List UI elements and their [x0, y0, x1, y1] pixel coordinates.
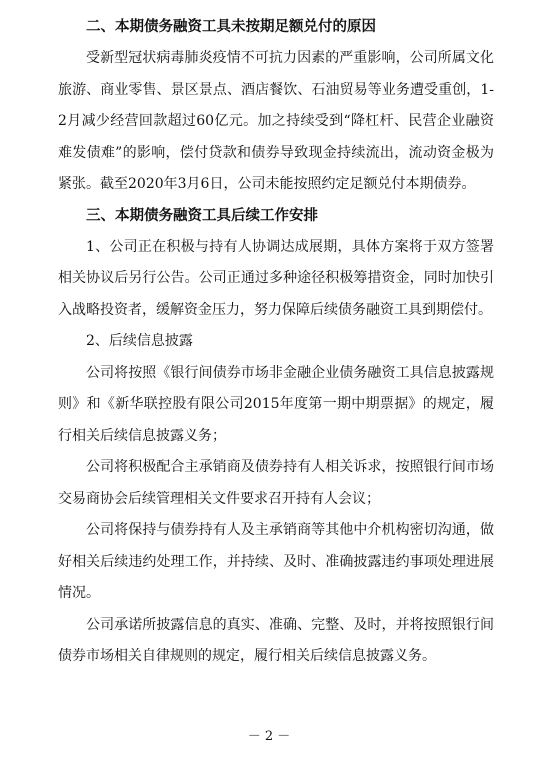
- reasons-paragraph: 受新型冠状病毒肺炎疫情不可抗力因素的严重影响，公司所属文化旅游、商业零售、景区景点、酒店餐饮、石油贸易等业务遭受重创，1-2月减少经营回款超过60亿元。加之持续受到“降杠杆、民营企业融资难发债难”的影响，偿付贷款和债券导致现金持续流出，流动资金极为紧张。截至2020年3月6日，公司未能按照约定足额兑付本期债券。: [58, 50, 494, 192]
- holder-meeting-paragraph: 公司将积极配合主承销商及债券持有人相关诉求，按照银行间市场交易商协会后续管理相关文件要求召开持有人会议；: [58, 459, 494, 507]
- section-heading-reasons: 二、本期债务融资工具未按期足额兑付的原因: [86, 19, 376, 35]
- disclosure-rules-paragraph: 公司将按照《银行间债券市场非金融企业债务融资工具信息披露规则》和《新华联控股有限公司2015年度第一期中期票据》的规定，履行相关后续信息披露义务；: [58, 364, 494, 444]
- communication-paragraph: 公司将保持与债券持有人及主承销商等其他中介机构密切沟通，做好相关后续违约处理工作，并持续、及时、准确披露违约事项处理进展情况。: [58, 522, 494, 601]
- page-number: － 2 －: [247, 729, 291, 744]
- section-heading-follow-up: 三、本期债务融资工具后续工作安排: [86, 207, 318, 224]
- disclosure-subheading: 2、后续信息披露: [86, 333, 193, 349]
- commitment-paragraph: 公司承诺所披露信息的真实、准确、完整、及时，并将按照银行间债券市场相关自律规则的规定，履行相关后续信息披露义务。: [58, 616, 494, 664]
- extension-plan-paragraph: 1、公司正在积极与持有人协调达成展期，具体方案将于双方签署相关协议后另行公告。公司正通过多种途径积极筹措资金，同时加快引入战略投资者，缓解资金压力，努力保障后续债务融资工具到期偿付。: [58, 238, 494, 318]
